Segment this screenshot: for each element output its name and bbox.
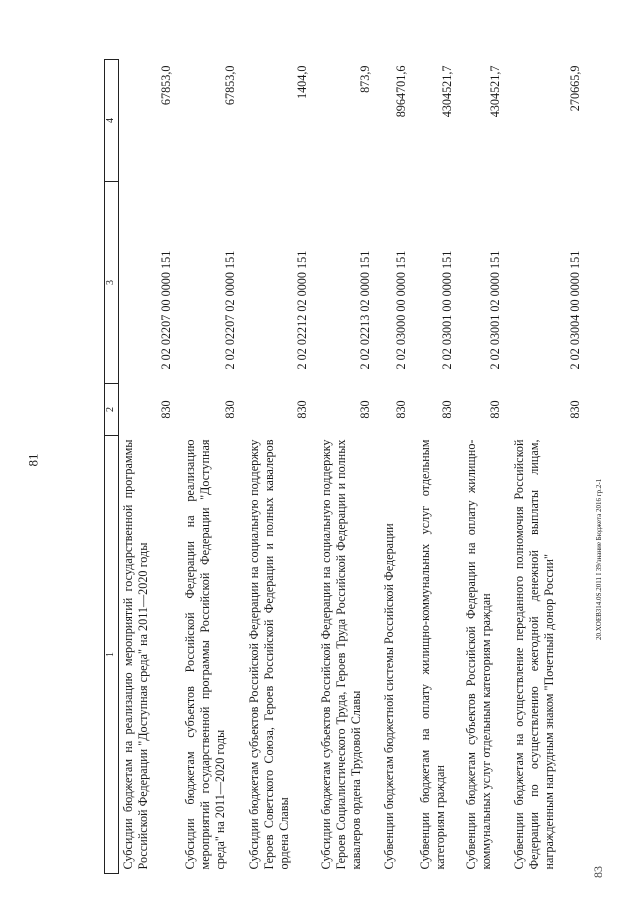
column-header-name: 1 [105, 436, 119, 874]
budget-table-rotated [104, 60, 588, 874]
table-row [380, 60, 416, 874]
table-row [119, 60, 181, 874]
row-kbk-code: 2 02 03001 02 0000 151 [488, 250, 503, 370]
row-admin-code: 830 [394, 400, 409, 419]
row-admin-code: 830 [295, 400, 310, 419]
row-amount: 4304521,7 [440, 65, 455, 118]
row-admin-code: 830 [159, 400, 174, 419]
row-admin-code: 830 [488, 400, 503, 419]
table-row [462, 60, 510, 874]
row-amount: 67853,0 [159, 65, 174, 106]
row-name: Субсидии бюджетам субъектов Российской Федерации на реализацию мероприятий государственной программы Российской Федерации "Доступная среда" на 2011—2020 годы [182, 439, 227, 870]
row-kbk-code: 2 02 02212 02 0000 151 [295, 250, 310, 370]
row-kbk-code: 2 02 03001 00 0000 151 [440, 250, 455, 370]
row-amount: 873,9 [358, 65, 373, 93]
column-header-admin: 2 [105, 384, 119, 436]
row-amount: 4304521,7 [488, 65, 503, 118]
row-name: Субвенции бюджетам бюджетной системы Российской Федерации [381, 523, 396, 870]
row-kbk-code: 2 02 03000 00 0000 151 [394, 250, 409, 370]
column-header-amount: 4 [105, 60, 119, 182]
row-name: Субсидии бюджетам на реализацию мероприятий государственной программы Российской Федерации "Доступная среда" на 2011—2020 годы [121, 439, 151, 870]
page-footnote: 20.XOEB314.0S.2011 I 39/знание Бюджета 2016 гр.2-1 [595, 478, 603, 640]
row-admin-code: 830 [223, 400, 238, 419]
table-row [317, 60, 380, 874]
table-row [416, 60, 462, 874]
row-name: Субсидии бюджетам субъектов Российской Федерации на социальную поддержку Героев Социалистического Труда, Героев Труда Российской Федерации и полных кавалеров ордена Трудовой Славы [318, 439, 363, 870]
row-name: Субвенции бюджетам на оплату жилищно-коммунальных услуг отдельным категориям граждан [417, 439, 447, 870]
row-kbk-code: 2 02 02207 02 0000 151 [223, 250, 238, 370]
row-name: Субвенции бюджетам на осуществление переданного полномочия Российской Федерации по осуществлению ежегодной денежной выплаты лицам, награжденным нагрудным знаком "Почетный донор России" [511, 439, 556, 870]
page-number: 81 [25, 453, 41, 467]
row-admin-code: 830 [440, 400, 455, 419]
row-kbk-code: 2 02 03004 00 0000 151 [568, 250, 583, 370]
column-header-kbk: 3 [105, 182, 119, 384]
row-amount: 270665,9 [568, 65, 583, 112]
stray-page-number: 83 [591, 866, 605, 878]
row-kbk-code: 2 02 02207 00 0000 151 [159, 250, 174, 370]
row-amount: 1404,0 [295, 65, 310, 100]
row-admin-code: 830 [358, 400, 373, 419]
row-name: Субвенции бюджетам субъектов Российской Федерации на оплату жилищно-коммунальных услуг отдельным категориям граждан [463, 439, 493, 870]
row-name: Субсидии бюджетам субъектов Российской Федерации на социальную поддержку Героев Советского Союза, Героев Российской Федерации и полных кавалеров ордена Славы [246, 439, 291, 870]
table-header-row [105, 60, 119, 874]
row-amount: 67853,0 [223, 65, 238, 106]
budget-table [104, 59, 590, 874]
row-amount: 8964701,6 [394, 65, 409, 118]
table-row [510, 60, 590, 874]
row-admin-code: 830 [568, 400, 583, 419]
table-row [245, 60, 317, 874]
row-kbk-code: 2 02 02213 02 0000 151 [358, 250, 373, 370]
table-row [181, 60, 245, 874]
